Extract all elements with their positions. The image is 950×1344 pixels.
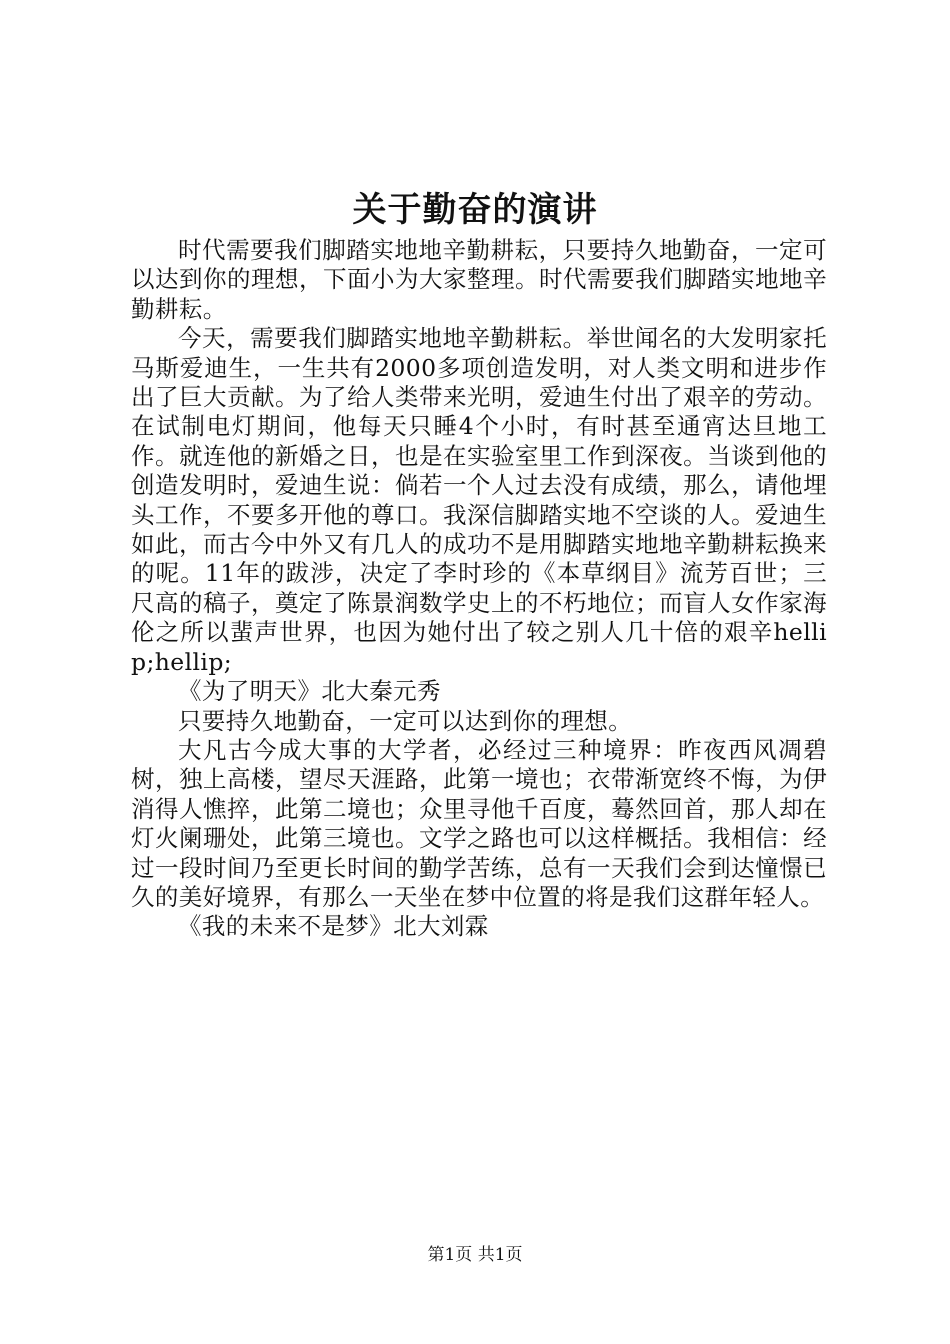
attribution-1: 《为了明天》北大秦元秀 <box>178 677 441 706</box>
attribution-2: 《我的未来不是梦》北大刘霖 <box>178 912 489 941</box>
paragraph-three-realms: 大凡古今成大事的大学者，必经过三种境界：昨夜西风凋碧树，独上高楼，望尽天涯路，此第一境也；衣带渐宽终不悔，为伊消得人憔捽，此第二境也；众里寻他千百度，蓦然回首，那人却在灯火阑珊处，此第三境也。文学之路也可以这样概括。我相信：经过一段时间乃至更长时间的勤学苦练，总有一天我们会到达憧憬已久的美好境界，有那么一天坐在梦中位置的将是我们这群年轻人。 <box>131 735 827 911</box>
paragraph-edison: 今天，需要我们脚踏实地地辛勤耕耘。举世闻名的大发明家托马斯爱迪生，一生共有2000多项创造发明，对人类文明和进步作出了巨大贡献。为了给人类带来光明，爱迪生付出了艰辛的劳动。在试制电灯期间，他每天只睡4个小时，有时甚至通宵达旦地工作。就连他的新婚之日，也是在实验室里工作到深夜。当谈到他的创造发明时，爱迪生说：倘若一个人过去没有成绩，那么，请他埋头工作，不要多开他的尊口。我深信脚踏实地不空谈的人。爱迪生如此，而古今中外又有几人的成功不是用脚踏实地地辛勤耕耘换来的呢。11年的跋涉，决定了李时珍的《本草纲目》流芳百世；三尺高的稿子，奠定了陈景润数学史上的不朽地位；而盲人女作家海伦之所以蜚声世界，也因为她付出了较之别人几十倍的艰辛hellip;hellip; <box>131 324 827 676</box>
document-body <box>131 236 827 942</box>
paragraph-intro: 时代需要我们脚踏实地地辛勤耕耘，只要持久地勤奋，一定可以达到你的理想，下面小为大家整理。时代需要我们脚踏实地地辛勤耕耘。 <box>131 236 827 323</box>
document-title: 关于勤奋的演讲 <box>352 190 598 230</box>
page-footer: 第1页 共1页 <box>427 1245 523 1265</box>
paragraph-persistence: 只要持久地勤奋，一定可以达到你的理想。 <box>178 706 633 735</box>
